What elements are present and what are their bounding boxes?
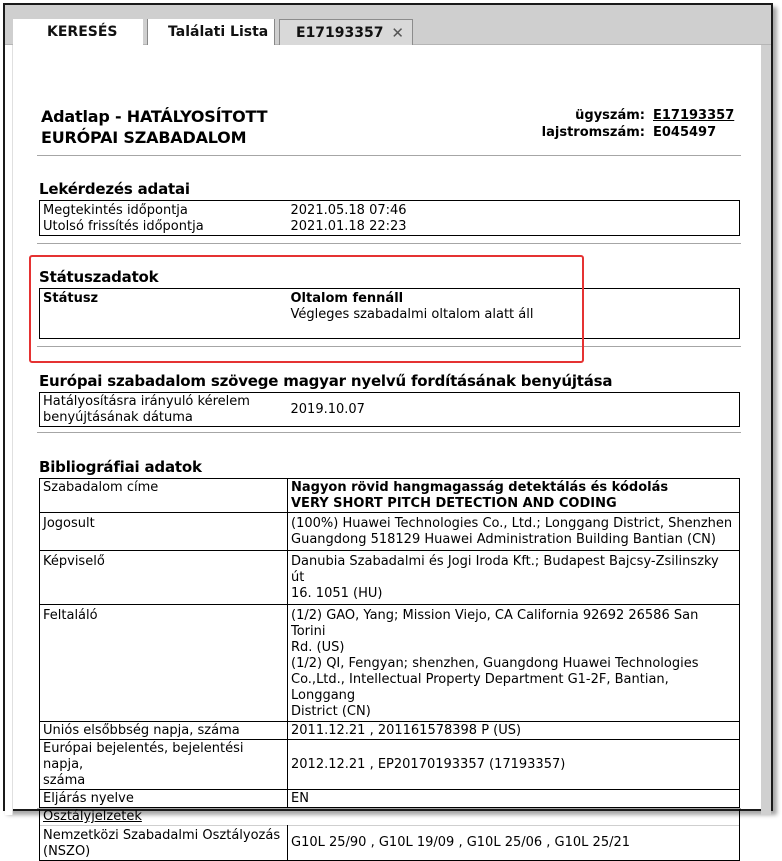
status-section-title: Státuszadatok <box>39 268 159 286</box>
registry-number: E045497 <box>653 125 717 140</box>
tab-bar <box>5 5 771 45</box>
status-label: Státusz <box>43 291 99 306</box>
registry-number-label: lajstromszám: <box>541 125 645 140</box>
translation-table <box>39 392 740 427</box>
status-sub: Végleges szabadalmi oltalom alatt áll <box>290 307 534 322</box>
language-value: EN <box>288 790 740 808</box>
patent-title-label: Szabadalom címe <box>40 479 288 513</box>
representative-line1: Danubia Szabadalmi és Jogi Iroda Kft.; Budapest Bajcsy-Zsilinszky út <box>291 554 719 585</box>
inventor-line2: Rd. (US) <box>291 640 345 655</box>
table-row <box>40 201 740 220</box>
inventor-line4: Co.,Ltd., Intellectual Property Department G1-2F, Bantian, Longgang <box>291 672 669 703</box>
table-row <box>40 479 740 513</box>
tab-search[interactable]: KERESÉS <box>13 19 143 45</box>
holder-line2: Guangdong 518129 Huawei Administration Building Bantian (CN) <box>291 532 716 547</box>
application-window <box>3 3 773 859</box>
table-row <box>40 551 740 605</box>
ep-filing-label-line1: Európai bejelentés, bejelentési napja, <box>43 741 244 772</box>
priority-label: Uniós elsőbbség napja, száma <box>40 722 288 740</box>
table-row <box>40 605 740 722</box>
scrollbar[interactable] <box>761 45 771 815</box>
table-row <box>40 826 740 861</box>
divider <box>37 155 741 156</box>
classification-link[interactable]: Osztályjelzetek <box>43 809 142 824</box>
table-row <box>40 790 740 808</box>
translation-label-line1: Hatályosításra irányuló kérelem <box>43 394 250 409</box>
inventor-value <box>288 605 740 722</box>
patent-title-en: VERY SHORT PITCH DETECTION AND CODING <box>291 496 617 511</box>
record-identifiers <box>541 107 735 141</box>
holder-label: Jogosult <box>40 513 288 551</box>
holder-value <box>288 513 740 551</box>
ep-filing-value: 2012.12.21 , EP20170193357 (17193357) <box>288 740 740 790</box>
table-row <box>40 808 740 826</box>
update-time-value: 2021.01.18 22:23 <box>290 219 407 234</box>
tab-results-list[interactable]: Találati Lista <box>147 19 275 45</box>
holder-line1: (100%) Huawei Technologies Co., Ltd.; Longgang District, Shenzhen <box>291 516 733 531</box>
divider <box>37 432 741 433</box>
page-title-line2: EURÓPAI SZABADALOM <box>41 128 247 147</box>
table-row <box>40 722 740 740</box>
status-highlight-box <box>29 255 584 363</box>
ep-filing-label-line2: száma <box>43 773 86 788</box>
divider <box>37 243 741 244</box>
priority-value: 2011.12.21 , 201161578398 P (US) <box>288 722 740 740</box>
translation-date: 2019.10.07 <box>290 401 365 417</box>
ipc-value: G10L 25/90 , G10L 19/09 , G10L 25/06 , G10L 25/21 <box>288 826 740 861</box>
page-title <box>41 106 267 148</box>
classification-row <box>40 808 740 826</box>
tab-record-e17193357[interactable] <box>279 19 413 45</box>
query-section-title: Lekérdezés adatai <box>39 180 190 198</box>
case-number-link[interactable]: E17193357 <box>653 108 735 123</box>
table-row <box>40 740 740 790</box>
translation-section-title: Európai szabadalom szövege magyar nyelvű fordításának benyújtása <box>39 372 613 390</box>
inventor-line3: (1/2) QI, Fengyan; shenzhen, Guangdong Huawei Technologies <box>291 656 699 671</box>
representative-value <box>288 551 740 605</box>
ipc-label-line2: (NSZO) <box>43 844 91 859</box>
page-title-line1: Adatlap - HATÁLYOSÍTOTT <box>41 107 268 126</box>
translation-label <box>40 393 288 427</box>
case-number-label: ügyszám: <box>575 108 645 123</box>
tab-record-label: E17193357 <box>296 25 384 41</box>
status-main: Oltalom fennáll <box>290 291 404 306</box>
view-time-label: Megtekintés időpontja <box>43 203 188 218</box>
representative-label: Képviselő <box>40 551 288 605</box>
query-table <box>39 200 740 236</box>
translation-label-line2: benyújtásának dátuma <box>43 410 193 425</box>
biblio-section-title: Bibliográfiai adatok <box>39 458 202 476</box>
language-label: Eljárás nyelve <box>40 790 288 808</box>
inventor-line1: (1/2) GAO, Yang; Mission Viejo, CA California 92692 26586 San Torini <box>291 608 699 639</box>
left-margin <box>5 45 13 815</box>
patent-title-value <box>288 479 740 513</box>
inventor-label: Feltaláló <box>40 605 288 722</box>
representative-line2: 16. 1051 (HU) <box>291 586 383 601</box>
update-time-label: Utolsó frissítés időpontja <box>43 219 204 234</box>
inventor-line5: District (CN) <box>291 704 371 719</box>
table-row <box>40 219 740 236</box>
ipc-label-line1: Nemzetközi Szabadalmi Osztályozás <box>43 828 281 843</box>
view-time-value: 2021.05.18 07:46 <box>290 203 407 218</box>
close-icon[interactable]: ✕ <box>391 24 404 42</box>
divider <box>37 808 741 809</box>
ipc-label <box>40 826 288 861</box>
biblio-table <box>39 478 740 861</box>
table-row <box>40 513 740 551</box>
ep-filing-label <box>40 740 288 790</box>
table-row <box>40 393 740 427</box>
patent-title-hu: Nagyon rövid hangmagasság detektálás és kódolás <box>291 480 669 495</box>
